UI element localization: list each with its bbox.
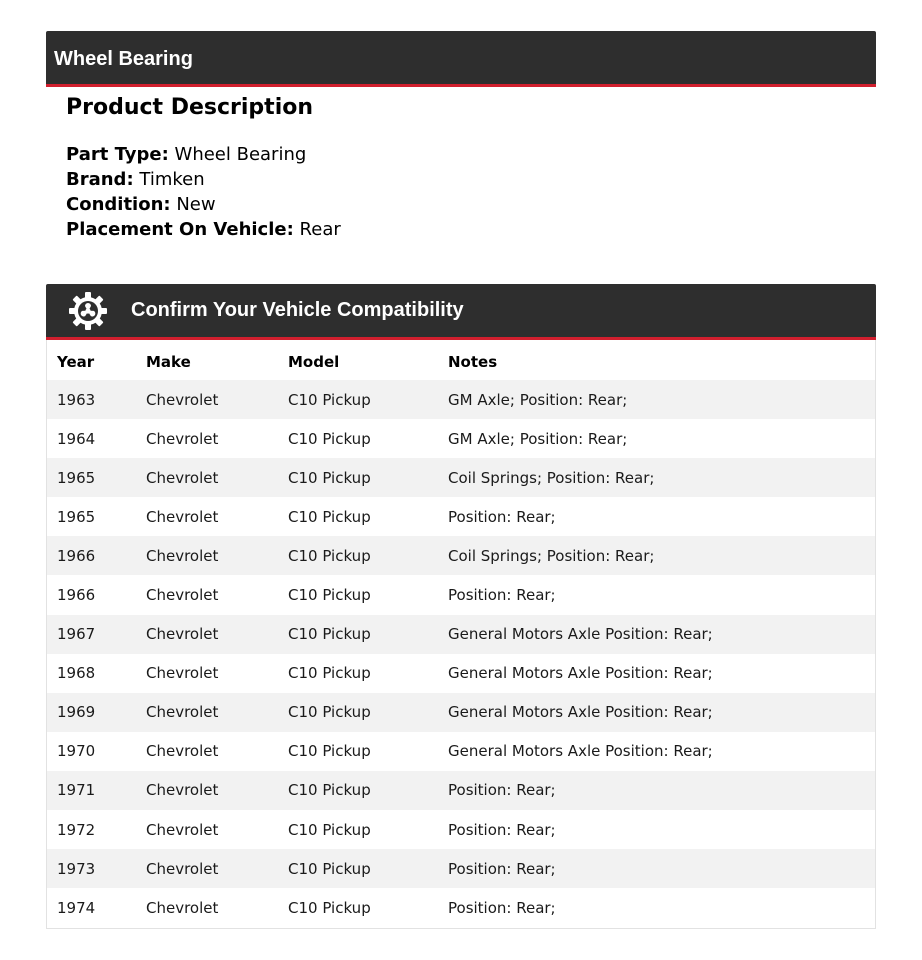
table-row — [47, 615, 875, 654]
cell-notes: GM Axle; Position: Rear; — [448, 429, 628, 448]
gear-icon — [68, 291, 108, 331]
column-header-model: Model — [288, 353, 340, 371]
cell-model: C10 Pickup — [288, 898, 371, 917]
cell-year: 1963 — [57, 390, 96, 409]
spec-key: Brand: — [66, 169, 134, 190]
table-row — [47, 888, 875, 927]
cell-model: C10 Pickup — [288, 742, 371, 761]
cell-model: C10 Pickup — [288, 468, 371, 487]
cell-make: Chevrolet — [146, 507, 219, 526]
cell-make: Chevrolet — [146, 898, 219, 917]
cell-model: C10 Pickup — [288, 820, 371, 839]
table-row — [47, 380, 875, 419]
compatibility-table — [47, 340, 875, 927]
cell-year: 1966 — [57, 546, 96, 565]
cell-notes: Position: Rear; — [448, 859, 556, 878]
table-row — [47, 849, 875, 888]
description-title: Product Description — [66, 95, 314, 120]
cell-year: 1974 — [57, 898, 96, 917]
cell-model: C10 Pickup — [288, 390, 371, 409]
spec-value: Timken — [139, 169, 205, 190]
product-title-banner — [46, 31, 876, 87]
cell-model: C10 Pickup — [288, 429, 371, 448]
spec-key: Placement On Vehicle: — [66, 219, 294, 240]
table-header-row — [47, 340, 875, 380]
cell-year: 1972 — [57, 820, 96, 839]
cell-model: C10 Pickup — [288, 781, 371, 800]
spec-value: New — [176, 194, 216, 215]
compatibility-table-container — [46, 340, 876, 929]
cell-year: 1968 — [57, 664, 96, 683]
cell-model: C10 Pickup — [288, 703, 371, 722]
cell-make: Chevrolet — [146, 625, 219, 644]
cell-year: 1971 — [57, 781, 96, 800]
cell-year: 1965 — [57, 507, 96, 526]
cell-make: Chevrolet — [146, 546, 219, 565]
table-row — [47, 536, 875, 575]
table-row — [47, 458, 875, 497]
cell-notes: GM Axle; Position: Rear; — [448, 390, 628, 409]
table-row — [47, 732, 875, 771]
cell-year: 1966 — [57, 586, 96, 605]
cell-make: Chevrolet — [146, 820, 219, 839]
spec-brand — [66, 167, 846, 192]
cell-make: Chevrolet — [146, 703, 219, 722]
cell-notes: Position: Rear; — [448, 820, 556, 839]
cell-year: 1973 — [57, 859, 96, 878]
cell-year: 1964 — [57, 429, 96, 448]
cell-make: Chevrolet — [146, 664, 219, 683]
cell-notes: Coil Springs; Position: Rear; — [448, 546, 655, 565]
cell-make: Chevrolet — [146, 390, 219, 409]
cell-notes: Position: Rear; — [448, 586, 556, 605]
cell-year: 1965 — [57, 468, 96, 487]
table-row — [47, 419, 875, 458]
spec-placement — [66, 217, 846, 242]
cell-model: C10 Pickup — [288, 859, 371, 878]
cell-model: C10 Pickup — [288, 625, 371, 644]
cell-make: Chevrolet — [146, 468, 219, 487]
spec-condition — [66, 192, 846, 217]
cell-make: Chevrolet — [146, 781, 219, 800]
cell-year: 1967 — [57, 625, 96, 644]
cell-notes: General Motors Axle Position: Rear; — [448, 742, 713, 761]
compatibility-title: Confirm Your Vehicle Compatibility — [131, 299, 464, 321]
cell-make: Chevrolet — [146, 859, 219, 878]
column-header-notes: Notes — [448, 353, 498, 371]
cell-model: C10 Pickup — [288, 586, 371, 605]
cell-model: C10 Pickup — [288, 507, 371, 526]
compatibility-banner — [46, 284, 876, 340]
cell-year: 1969 — [57, 703, 96, 722]
column-header-year: Year — [57, 353, 95, 371]
cell-model: C10 Pickup — [288, 664, 371, 683]
spec-key: Condition: — [66, 194, 171, 215]
product-description — [66, 92, 846, 242]
cell-notes: Position: Rear; — [448, 507, 556, 526]
cell-notes: General Motors Axle Position: Rear; — [448, 625, 713, 644]
spec-value: Rear — [299, 219, 341, 240]
cell-make: Chevrolet — [146, 742, 219, 761]
table-row — [47, 693, 875, 732]
cell-notes: General Motors Axle Position: Rear; — [448, 703, 713, 722]
cell-notes: General Motors Axle Position: Rear; — [448, 664, 713, 683]
table-row — [47, 497, 875, 536]
spec-part-type — [66, 142, 846, 167]
cell-notes: Coil Springs; Position: Rear; — [448, 468, 655, 487]
table-row — [47, 771, 875, 810]
cell-model: C10 Pickup — [288, 546, 371, 565]
column-header-make: Make — [146, 353, 191, 371]
product-title: Wheel Bearing — [54, 48, 193, 70]
cell-notes: Position: Rear; — [448, 898, 556, 917]
table-row — [47, 575, 875, 614]
spec-key: Part Type: — [66, 144, 169, 165]
cell-year: 1970 — [57, 742, 96, 761]
table-row — [47, 810, 875, 849]
table-row — [47, 654, 875, 693]
cell-notes: Position: Rear; — [448, 781, 556, 800]
cell-make: Chevrolet — [146, 586, 219, 605]
cell-make: Chevrolet — [146, 429, 219, 448]
spec-value: Wheel Bearing — [174, 144, 307, 165]
